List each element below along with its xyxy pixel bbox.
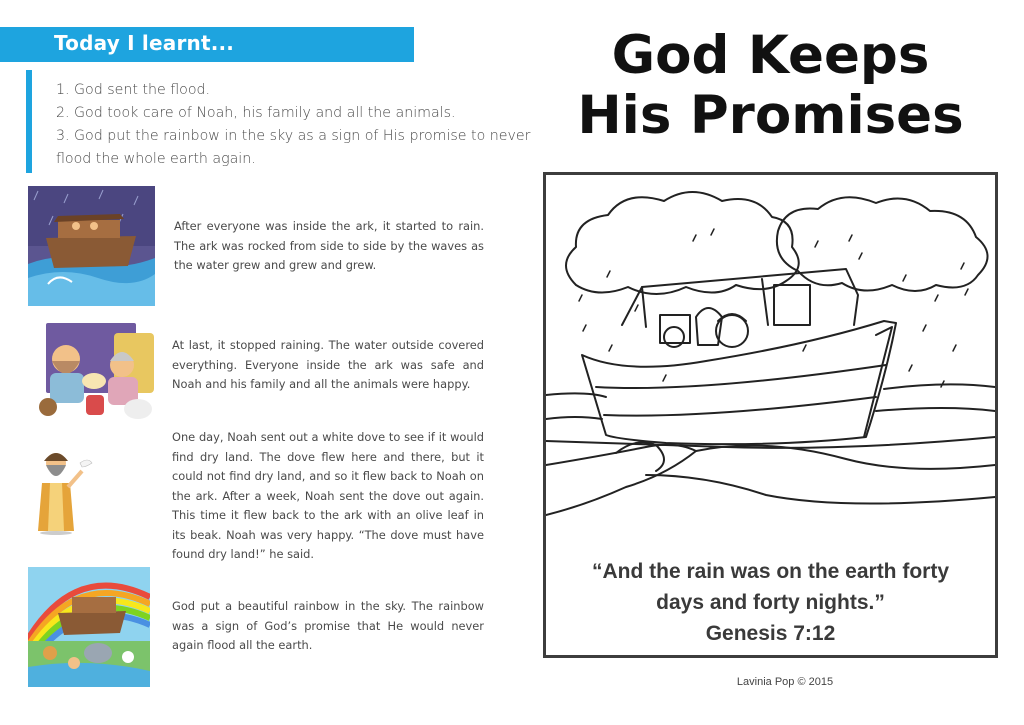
today-i-learnt-banner [0, 27, 414, 62]
learnt-item: flood the whole earth again. [56, 151, 256, 167]
title-line: God Keeps [611, 25, 930, 86]
noah-with-dove-illustration [36, 447, 96, 535]
story-paragraph: One day, Noah sent out a white dove to see if it would find dry land. The dove flew here and there, but it could not find dry land, and so it flew back to Noah on the ark. After a week, Noah sent the dove out again. This time it flew back to the ark with an olive leaf in its beak. Noah was very happy. “The dove must have found dry land!” he said. [172, 430, 484, 561]
learnt-item: 1. God sent the flood. [56, 82, 211, 98]
story-paragraph: At last, it stopped raining. The water outside covered everything. Everyone inside the ark was safe and Noah and his family and all the animals were happy. [172, 338, 484, 391]
rainbow-ark-illustration [28, 567, 150, 687]
learnt-item: 2. God took care of Noah, his family and all the animals. [56, 105, 456, 121]
learnt-list [26, 70, 531, 173]
bible-verse [543, 556, 998, 649]
verse-line: “And the rain was on the earth forty [591, 560, 950, 583]
ark-coloring-outline [546, 175, 995, 555]
noah-family-animals-illustration [28, 321, 161, 421]
ark-in-storm-illustration [28, 186, 155, 306]
page-title [543, 26, 998, 146]
verse-line: days and forty nights.” [656, 591, 885, 614]
verse-reference: Genesis 7:12 [705, 622, 836, 645]
footer-credit: Lavinia Pop © 2015 [736, 676, 834, 688]
learnt-item: 3. God put the rainbow in the sky as a sign of His promise to never [56, 128, 531, 144]
story-paragraph: God put a beautiful rainbow in the sky. The rainbow was a sign of God’s promise that He would never again flood all the earth. [172, 599, 484, 652]
story-paragraph: After everyone was inside the ark, it started to rain. The ark was rocked from side to side by the waves as the water grew and grew and grew. [174, 219, 484, 272]
title-line: His Promises [577, 85, 964, 146]
banner-title: Today I learnt... [54, 31, 235, 55]
